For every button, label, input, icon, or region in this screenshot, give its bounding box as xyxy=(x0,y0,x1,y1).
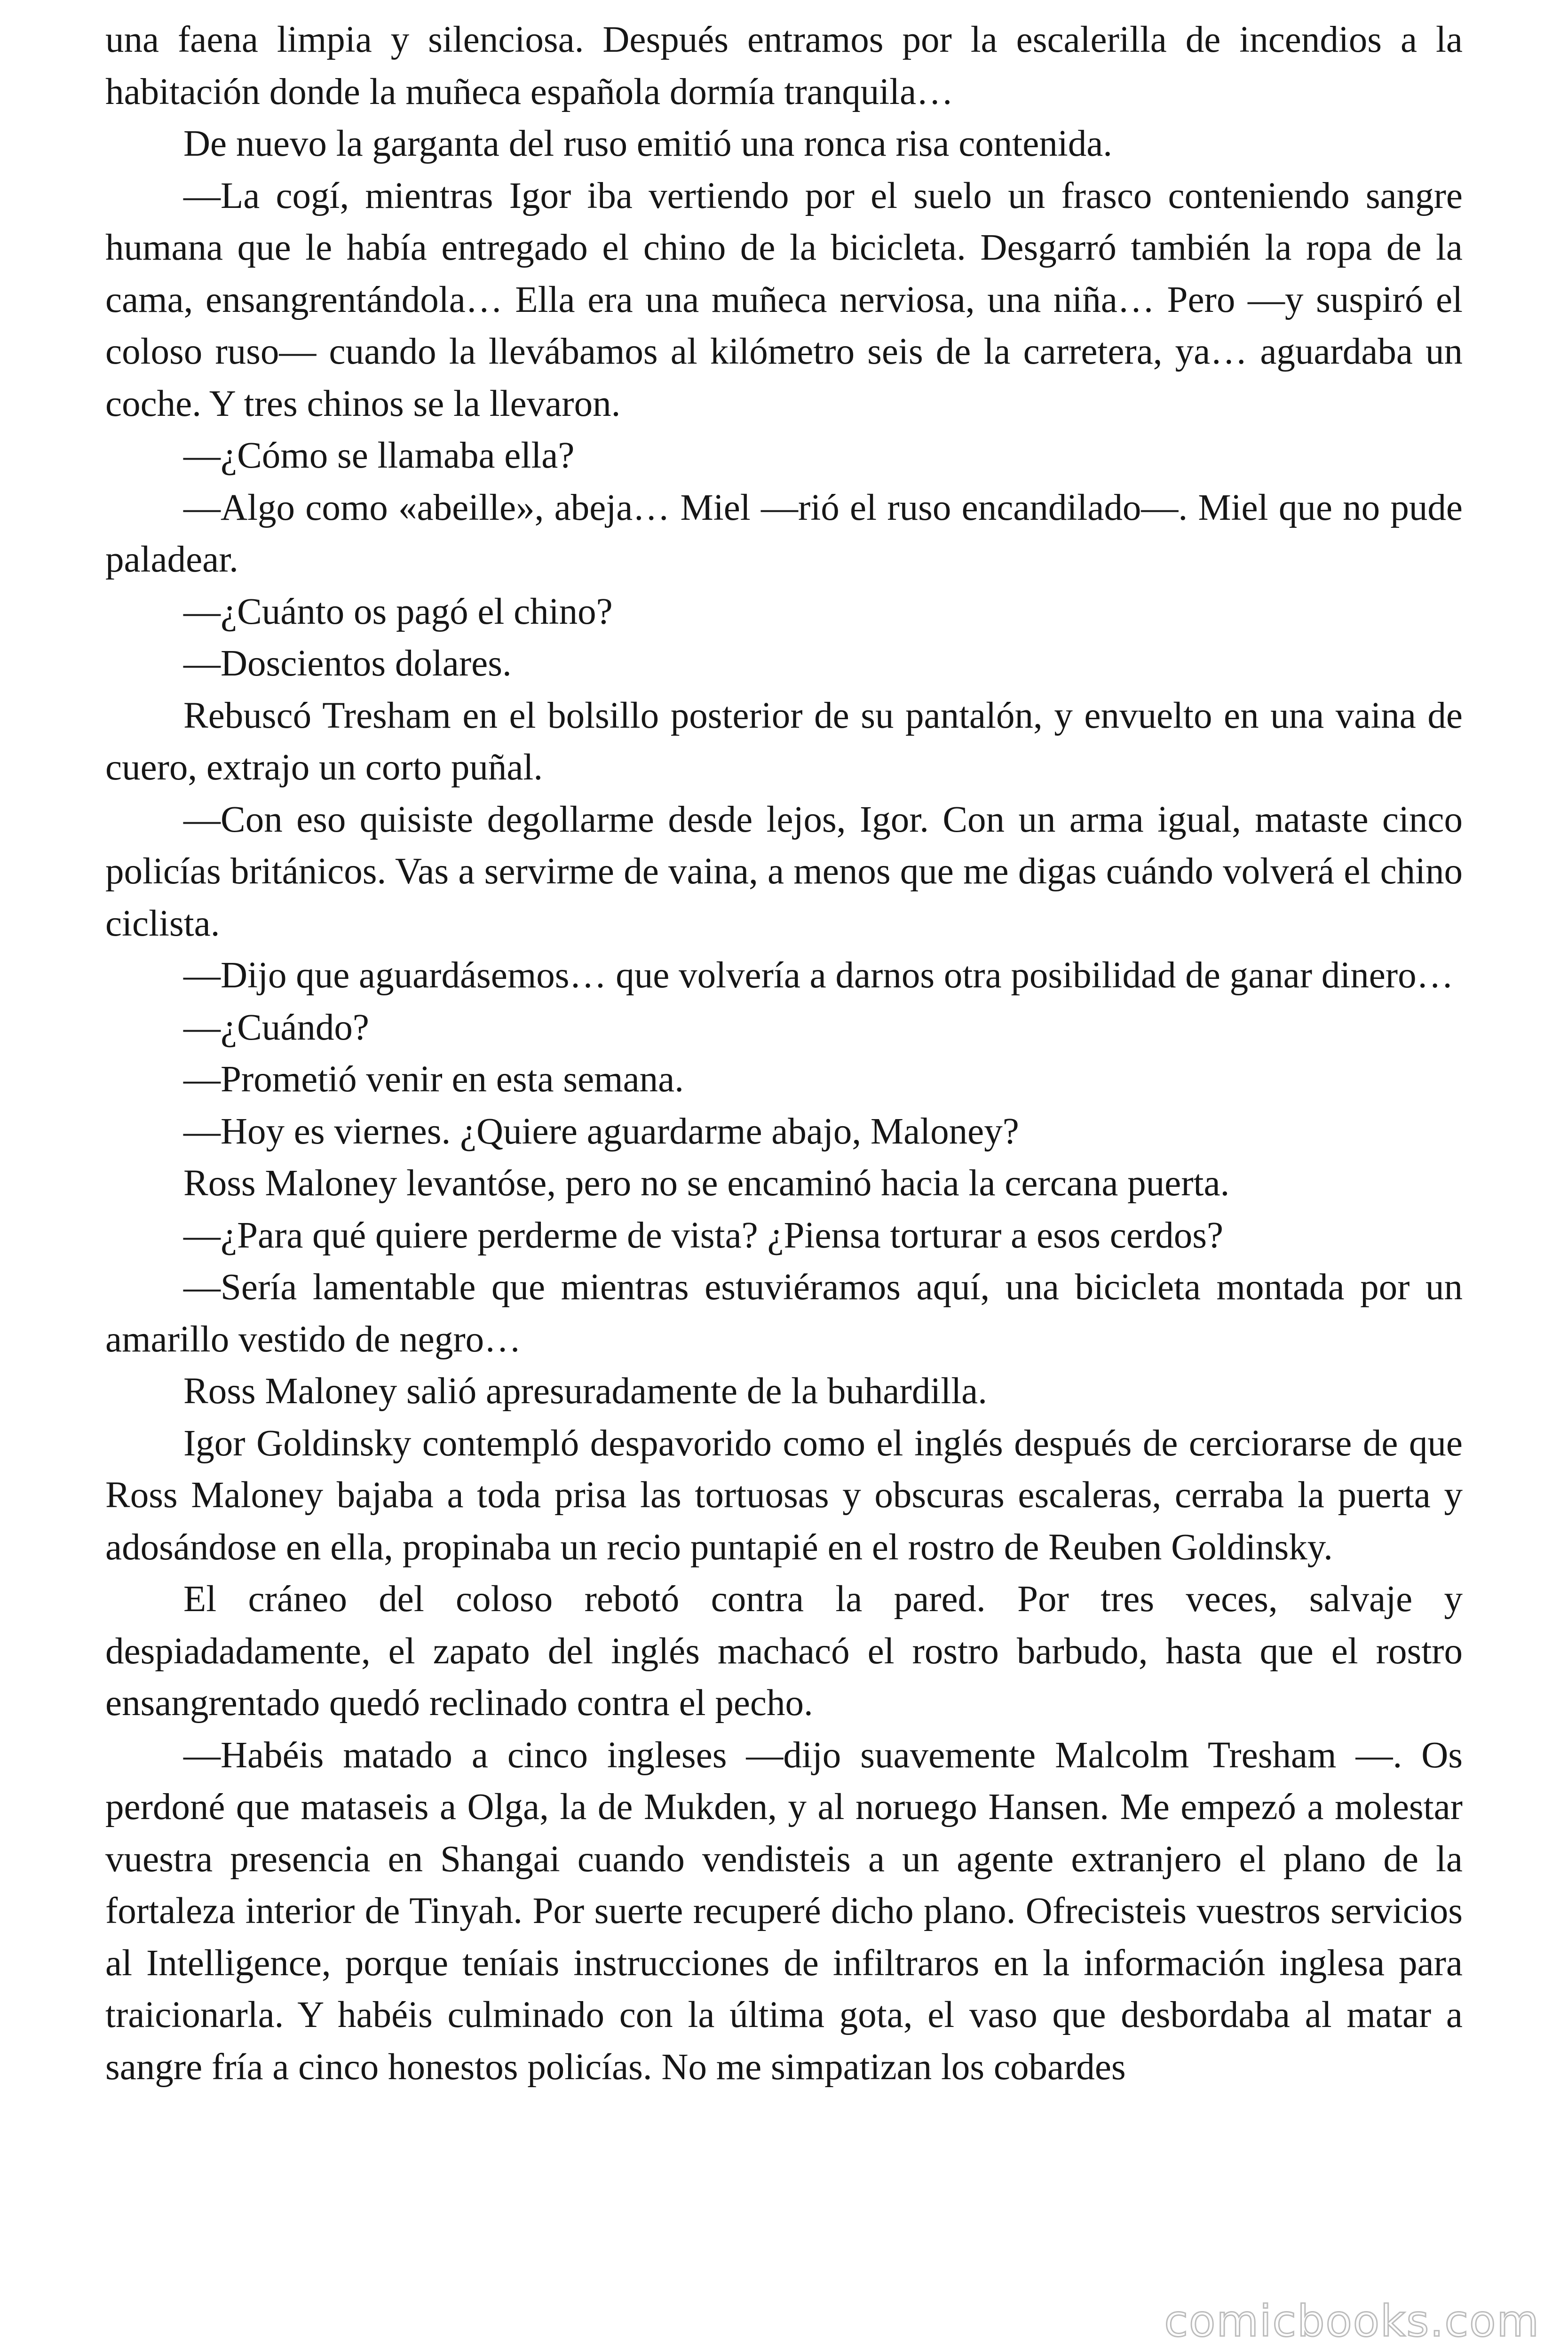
paragraph: Igor Goldinsky contempló despavorido como el inglés después de cerciorarse de que Ross Maloney bajaba a toda prisa las tortuosas y obscuras escaleras, cerraba la puerta y adosándose en ella, propinaba un recio puntapié en el rostro de Reuben Goldinsky. xyxy=(105,1422,1463,1568)
paragraph: —Sería lamentable que mientras estuviéramos aquí, una bicicleta montada por un amarillo vestido de negro… xyxy=(105,1267,1463,1360)
paragraph: —¿Cuánto os pagó el chino? xyxy=(183,591,613,632)
paragraph: De nuevo la garganta del ruso emitió una ronca risa contenida. xyxy=(183,123,1113,164)
paragraph: Ross Maloney salió apresuradamente de la buhardilla. xyxy=(183,1371,987,1412)
paragraph: Ross Maloney levantóse, pero no se encaminó hacia la cercana puerta. xyxy=(183,1163,1230,1204)
paragraph: —Con eso quisiste degollarme desde lejos, Igor. Con un arma igual, mataste cinco policías británicos. Vas a servirme de vaina, a menos que me digas cuándo volverá el chino ciclista. xyxy=(105,799,1463,944)
paragraph: —¿Cómo se llamaba ella? xyxy=(183,435,575,476)
paragraph: —Prometió venir en esta semana. xyxy=(183,1059,684,1100)
body-text xyxy=(105,14,1463,2093)
paragraph: El cráneo del coloso rebotó contra la pared. Por tres veces, salvaje y despiadadamente, el zapato del inglés machacó el rostro barbudo, hasta que el rostro ensangrentado quedó reclinado contra el pecho. xyxy=(105,1579,1463,1724)
paragraph: —Algo como «abeille», abeja… Miel —rió el ruso encandilado—. Miel que no pude paladear. xyxy=(105,487,1463,580)
paragraph: una faena limpia y silenciosa. Después entramos por la escalerilla de incendios a la habitación donde la muñeca española dormía tranquila… xyxy=(105,19,1463,112)
paragraph: —¿Para qué quiere perderme de vista? ¿Piensa torturar a esos cerdos? xyxy=(183,1215,1224,1256)
paragraph: —Hoy es viernes. ¿Quiere aguardarme abajo, Maloney? xyxy=(183,1111,1019,1152)
paragraph: —¿Cuándo? xyxy=(183,1007,369,1048)
watermark-logo: comicbooks.com xyxy=(1164,2296,1540,2346)
paragraph: —Dijo que aguardásemos… que volvería a darnos otra posibilidad de ganar dinero… xyxy=(183,955,1454,996)
paragraph: Rebuscó Tresham en el bolsillo posterior de su pantalón, y envuelto en una vaina de cuero, extrajo un corto puñal. xyxy=(105,695,1463,788)
paragraph: —La cogí, mientras Igor iba vertiendo por el suelo un frasco conteniendo sangre humana que le había entregado el chino de la bicicleta. Desgarró también la ropa de la cama, ensangrentándola… Ella era una muñeca nerviosa, una niña… Pero —y suspiró el coloso ruso— cuando la llevábamos al kilómetro seis de la carretera, ya… aguardaba un coche. Y tres chinos se la llevaron. xyxy=(105,175,1463,424)
paragraph: —Habéis matado a cinco ingleses —dijo suavemente Malcolm Tresham —. Os perdoné que mataseis a Olga, la de Mukden, y al noruego Hansen. Me empezó a molestar vuestra presencia en Shangai cuando vendisteis a un agente extranjero el plano de la fortaleza interior de Tinyah. Por suerte recuperé dicho plano. Ofrecisteis vuestros servicios al Intelligence, porque teníais instrucciones de infiltraros en la información inglesa para traicionarla. Y habéis culminado con la última gota, el vaso que desbordaba al matar a sangre fría a cinco honestos policías. No me simpatizan los cobardes xyxy=(105,1734,1463,2088)
paragraph: —Doscientos dolares. xyxy=(183,643,512,684)
